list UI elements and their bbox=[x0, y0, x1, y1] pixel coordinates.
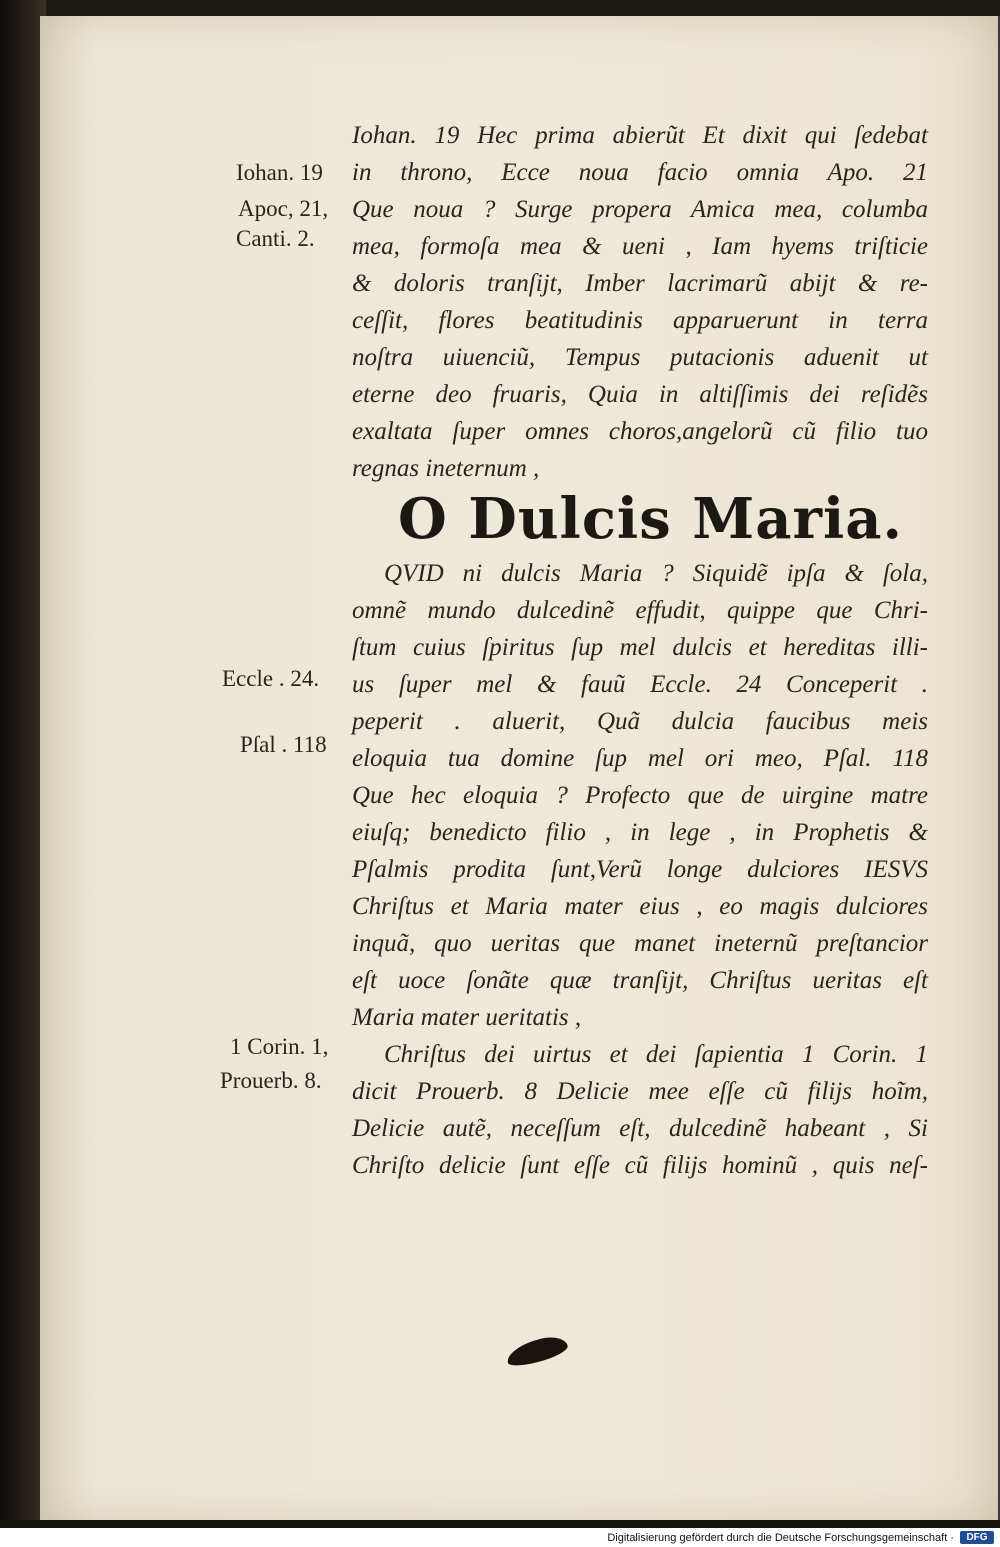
text-line-7: noſtra uiuenciũ, Tempus putacionis aduenit ut bbox=[352, 344, 928, 371]
text-line-10: regnas ineternum , bbox=[352, 455, 540, 482]
margin-note-eccle: Eccle . 24. bbox=[222, 666, 320, 691]
footer-credit: Digitalisierung gefördert durch die Deutsche Forschungsgemeinschaft · bbox=[607, 1532, 954, 1544]
text-line-20: Chriſtus et Maria mater eius , eo magis dulciores bbox=[352, 893, 928, 920]
text-line-3: Que noua ? Surge propera Amica mea, columba bbox=[352, 196, 928, 223]
text-line-15: peperit . aluerit, Quã dulcia faucibus meis bbox=[352, 708, 928, 735]
margin-note-prouerb: Prouerb. 8. bbox=[220, 1068, 322, 1093]
dfg-logo: DFG bbox=[960, 1531, 994, 1544]
text-line-6: ceſſit, flores beatitudinis apparuerunt in terra bbox=[352, 307, 928, 334]
text-line-14: us ſuper mel & fauũ Eccle. 24 Conceperit . bbox=[352, 671, 928, 698]
text-line-8: eterne deo fruaris, Quia in altiſſimis dei reſidẽs bbox=[352, 381, 928, 408]
margin-note-iohan: Iohan. 19 bbox=[236, 160, 323, 185]
text-line-18: eiuſq; benedicto filio , in lege , in Prophetis & bbox=[352, 819, 928, 846]
text-line-19: Pſalmis prodita ſunt,Verũ longe dulciores IESVS bbox=[352, 856, 928, 883]
text-line-1: Iohan. 19 Hec prima abierũt Et dixit qui ſedebat bbox=[352, 122, 928, 149]
section-heading: O Dulcis Maria. bbox=[398, 486, 904, 552]
book-bottom-edge bbox=[0, 1520, 1000, 1528]
margin-note-canti: Canti. 2. bbox=[236, 226, 315, 251]
text-line-5: & doloris tranſijt, Imber lacrimarũ abijt & re- bbox=[352, 270, 928, 297]
text-line-23: Maria mater ueritatis , bbox=[352, 1004, 582, 1031]
margin-note-apoc: Apoc, 21, bbox=[238, 196, 329, 221]
text-line-26: Delicie autẽ, neceſſum eſt, dulcedinẽ habeant , Si bbox=[352, 1115, 928, 1142]
text-line-9: exaltata ſuper omnes choros,angelorũ cũ filio tuo bbox=[352, 418, 928, 445]
text-line-11: QVID ni dulcis Maria ? Siquidẽ ipſa & ſola, bbox=[384, 560, 928, 587]
margin-note-corin: 1 Corin. 1, bbox=[230, 1034, 329, 1059]
text-line-2: in throno, Ecce noua facio omnia Apo. 21 bbox=[352, 159, 928, 186]
text-line-27: Chriſto delicie ſunt eſſe cũ filijs hominũ , quis neſ- bbox=[352, 1152, 928, 1179]
text-line-4: mea, formoſa mea & ueni , Iam hyems triſticie bbox=[352, 233, 928, 260]
ink-blot bbox=[504, 1333, 569, 1369]
margin-note-psal: Pſal . 118 bbox=[240, 732, 327, 757]
text-line-24: Chriſtus dei uirtus et dei ſapientia 1 Corin. 1 bbox=[384, 1041, 928, 1068]
text-line-25: dicit Prouerb. 8 Delicie mee eſſe cũ filijs hoĩm, bbox=[352, 1078, 928, 1105]
text-line-17: Que hec eloquia ? Profecto que de uirgine matre bbox=[352, 782, 928, 809]
text-line-13: ſtum cuius ſpiritus ſup mel dulcis et hereditas illi- bbox=[352, 634, 928, 661]
text-line-12: omnẽ mundo dulcedinẽ effudit, quippe que Chri- bbox=[352, 597, 928, 624]
text-line-22: eſt uoce ſonãte quæ tranſijt, Chriſtus ueritas eſt bbox=[352, 967, 928, 994]
text-line-16: eloquia tua domine ſup mel ori meo, Pſal. 118 bbox=[352, 745, 928, 772]
text-line-21: inquã, quo ueritas que manet ineternũ preſtancior bbox=[352, 930, 928, 957]
